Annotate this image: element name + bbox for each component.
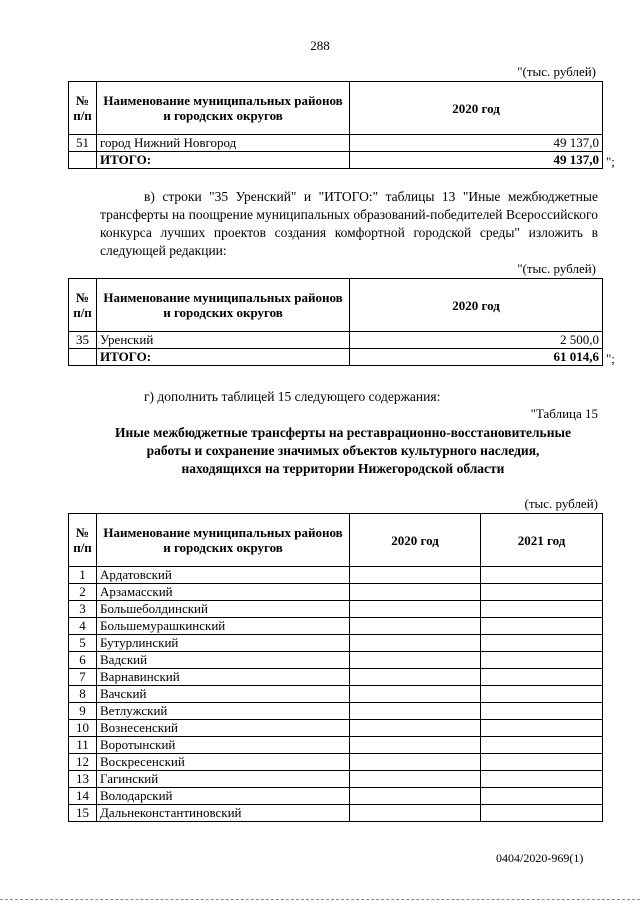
col-name-header: Наименование муниципальных районов и городских округов: [97, 279, 350, 332]
total-label: ИТОГО:: [97, 152, 350, 169]
row-name: Бутурлинский: [97, 635, 350, 652]
row-num: 51: [69, 135, 97, 152]
col-2020-header: 2020 год: [350, 82, 603, 135]
col-2020-header: 2020 год: [350, 514, 481, 567]
row-num: 35: [69, 332, 97, 349]
table-row: [69, 567, 603, 584]
row-num: 12: [69, 754, 97, 771]
unit-label-3: (тыс. рублей): [524, 496, 598, 511]
row-name: город Нижний Новгород: [97, 135, 350, 152]
row-value-2020: [350, 703, 481, 720]
table-2: [68, 278, 603, 366]
table-row: [69, 652, 603, 669]
row-value-2020: [350, 567, 481, 584]
row-name: Варнавинский: [97, 669, 350, 686]
total-row: [69, 349, 603, 366]
row-value-2020: [350, 788, 481, 805]
row-name: Большеболдинский: [97, 601, 350, 618]
table-row: [69, 805, 603, 822]
row-num: 4: [69, 618, 97, 635]
table-row: [69, 703, 603, 720]
page-number: 288: [310, 38, 330, 53]
col-name-header: Наименование муниципальных районов и городских округов: [97, 514, 350, 567]
row-num: 11: [69, 737, 97, 754]
paragraph-g: г) дополнить таблицей 15 следующего содержания:: [144, 389, 441, 404]
col-num-header: № п/п: [69, 82, 97, 135]
row-num: 7: [69, 669, 97, 686]
table-row: [69, 771, 603, 788]
row-name: Воротынский: [97, 737, 350, 754]
row-num: 1: [69, 567, 97, 584]
row-name: Ветлужский: [97, 703, 350, 720]
table-row: [69, 754, 603, 771]
table-3: [68, 513, 603, 822]
row-name: Уренский: [97, 332, 350, 349]
row-value-2021: [481, 788, 603, 805]
row-value-2020: [350, 635, 481, 652]
col-2021-header: 2021 год: [481, 514, 603, 567]
table-row: [69, 332, 603, 349]
row-name: Вознесенский: [97, 720, 350, 737]
row-value-2020: [350, 805, 481, 822]
row-num: 2: [69, 584, 97, 601]
row-name: Гагинский: [97, 771, 350, 788]
row-value-2021: [481, 652, 603, 669]
row-value-2020: [350, 720, 481, 737]
table-row: [69, 669, 603, 686]
table-row: [69, 584, 603, 601]
row-value-2020: [350, 601, 481, 618]
row-name: Ардатовский: [97, 567, 350, 584]
total-value: 61 014,6: [350, 349, 603, 366]
col-num-header: № п/п: [69, 279, 97, 332]
row-num: 5: [69, 635, 97, 652]
row-name: Арзамасский: [97, 584, 350, 601]
row-value-2021: [481, 601, 603, 618]
row-value-2021: [481, 754, 603, 771]
col-2020-header: 2020 год: [350, 279, 603, 332]
row-value-2021: [481, 737, 603, 754]
row-value-2021: [481, 584, 603, 601]
table-row: [69, 635, 603, 652]
row-num: 6: [69, 652, 97, 669]
row-num: 8: [69, 686, 97, 703]
row-value-2021: [481, 635, 603, 652]
total-row: [69, 152, 603, 169]
row-num: 9: [69, 703, 97, 720]
row-num: 14: [69, 788, 97, 805]
paragraph-v: в) строки "35 Уренский" и "ИТОГО:" таблицы 13 "Иные межбюджетные трансферты на поощрение муниципальных образований-победителей Всероссийского конкурса лучших проектов создания комфортной городской среды" изложить в следующей редакции:: [100, 189, 598, 258]
table-row: [69, 686, 603, 703]
row-value-2021: [481, 771, 603, 788]
row-value-2021: [481, 618, 603, 635]
row-name: Воскресенский: [97, 754, 350, 771]
row-num: 3: [69, 601, 97, 618]
row-num: 13: [69, 771, 97, 788]
table-row: [69, 601, 603, 618]
table-label: "Таблица 15: [530, 406, 598, 421]
table-row: [69, 618, 603, 635]
col-name-header: Наименование муниципальных районов и городских округов: [97, 82, 350, 135]
table-1: [68, 81, 603, 169]
table-row: [69, 135, 603, 152]
table-row: [69, 737, 603, 754]
row-value-2021: [481, 686, 603, 703]
row-value-2020: [350, 686, 481, 703]
row-value-2020: [350, 618, 481, 635]
row-value-2020: [350, 737, 481, 754]
scan-edge-divider: [0, 899, 640, 901]
total-value: 49 137,0: [350, 152, 603, 169]
footer-code: 0404/2020-969(1): [496, 851, 584, 865]
row-name: Вадский: [97, 652, 350, 669]
row-value-2020: [350, 771, 481, 788]
row-value-2020: [350, 669, 481, 686]
row-name: Большемурашкинский: [97, 618, 350, 635]
row-name: Вачский: [97, 686, 350, 703]
row-name: Володарский: [97, 788, 350, 805]
row-value: 2 500,0: [350, 332, 603, 349]
unit-label-2: "(тыс. рублей): [517, 261, 596, 276]
row-value-2021: [481, 720, 603, 737]
closing-mark-2: ";: [606, 351, 615, 366]
row-value-2020: [350, 584, 481, 601]
table-3-title: Иные межбюджетные трансферты на реставрационно-восстановительные работы и сохранение значимых объектов культурного наследия, находящихся на территории Нижегородской области: [114, 425, 572, 476]
row-value-2021: [481, 805, 603, 822]
row-num: 10: [69, 720, 97, 737]
col-num-header: № п/п: [69, 514, 97, 567]
row-value: 49 137,0: [350, 135, 603, 152]
row-value-2020: [350, 754, 481, 771]
total-label: ИТОГО:: [97, 349, 350, 366]
table-row: [69, 720, 603, 737]
row-value-2021: [481, 669, 603, 686]
table-row: [69, 788, 603, 805]
row-value-2021: [481, 567, 603, 584]
row-name: Дальнеконстантиновский: [97, 805, 350, 822]
row-value-2020: [350, 652, 481, 669]
row-num: 15: [69, 805, 97, 822]
closing-mark-1: ";: [606, 154, 615, 169]
row-value-2021: [481, 703, 603, 720]
unit-label-1: "(тыс. рублей): [517, 64, 596, 79]
